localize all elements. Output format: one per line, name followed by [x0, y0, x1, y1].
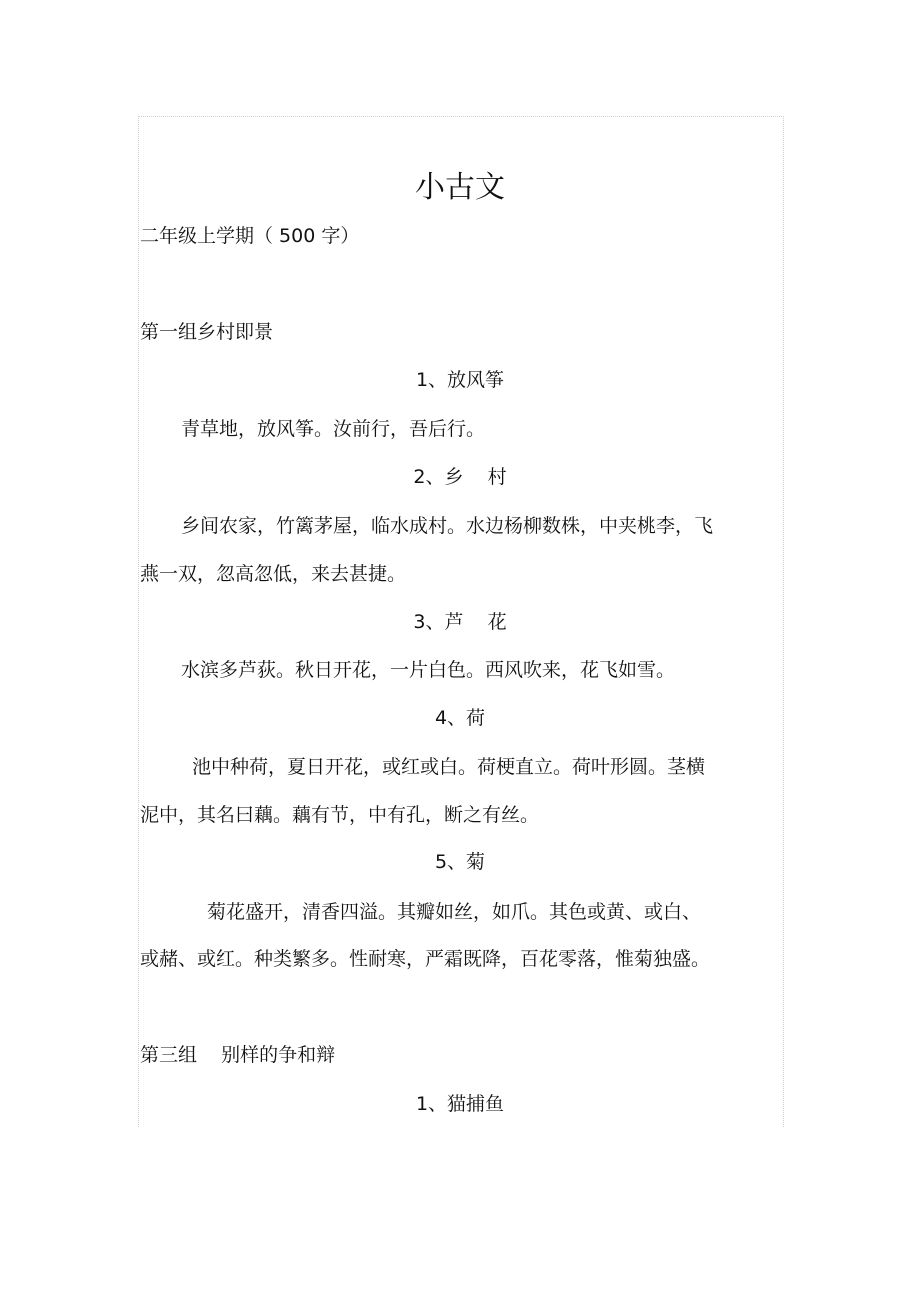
- document-subtitle: 二年级上学期（ 500 字）: [140, 225, 360, 247]
- poem-line: 青草地，放风筝。汝前行，吾后行。: [181, 418, 486, 440]
- poem-title: 1、猫捕鱼: [415, 1093, 505, 1115]
- poem-line: 泥中，其名曰藕。藕有节，中有孔，断之有丝。: [140, 804, 540, 826]
- poem-line: 菊花盛开，清香四溢。其瓣如丝，如爪。其色或黄、或白、: [207, 901, 702, 923]
- poem-title: 3、芦 花: [413, 611, 507, 633]
- poem-title: 1、放风筝: [415, 369, 505, 391]
- poem-title: 2、乡 村: [413, 466, 507, 488]
- document-title: 小古文: [415, 170, 505, 205]
- group-heading: 第一组乡村即景: [140, 321, 274, 343]
- poem-title: 5、菊: [434, 851, 486, 873]
- poem-line: 燕一双，忽高忽低，来去甚捷。: [140, 563, 407, 585]
- group-heading: 第三组 别样的争和辩: [140, 1044, 336, 1066]
- poem-line: 水滨多芦荻。秋日开花，一片白色。西风吹来，花飞如雪。: [181, 659, 676, 681]
- poem-title: 4、荷: [434, 707, 486, 729]
- poem-line: 池中种荷，夏日开花，或红或白。荷梗直立。荷叶形圆。茎横: [192, 756, 706, 778]
- poem-line: 乡间农家，竹篱茅屋，临水成村。水边杨柳数株，中夹桃李，飞: [181, 515, 714, 537]
- poem-line: 或赭、或红。种类繁多。性耐寒，严霜既降，百花零落，惟菊独盛。: [140, 948, 711, 970]
